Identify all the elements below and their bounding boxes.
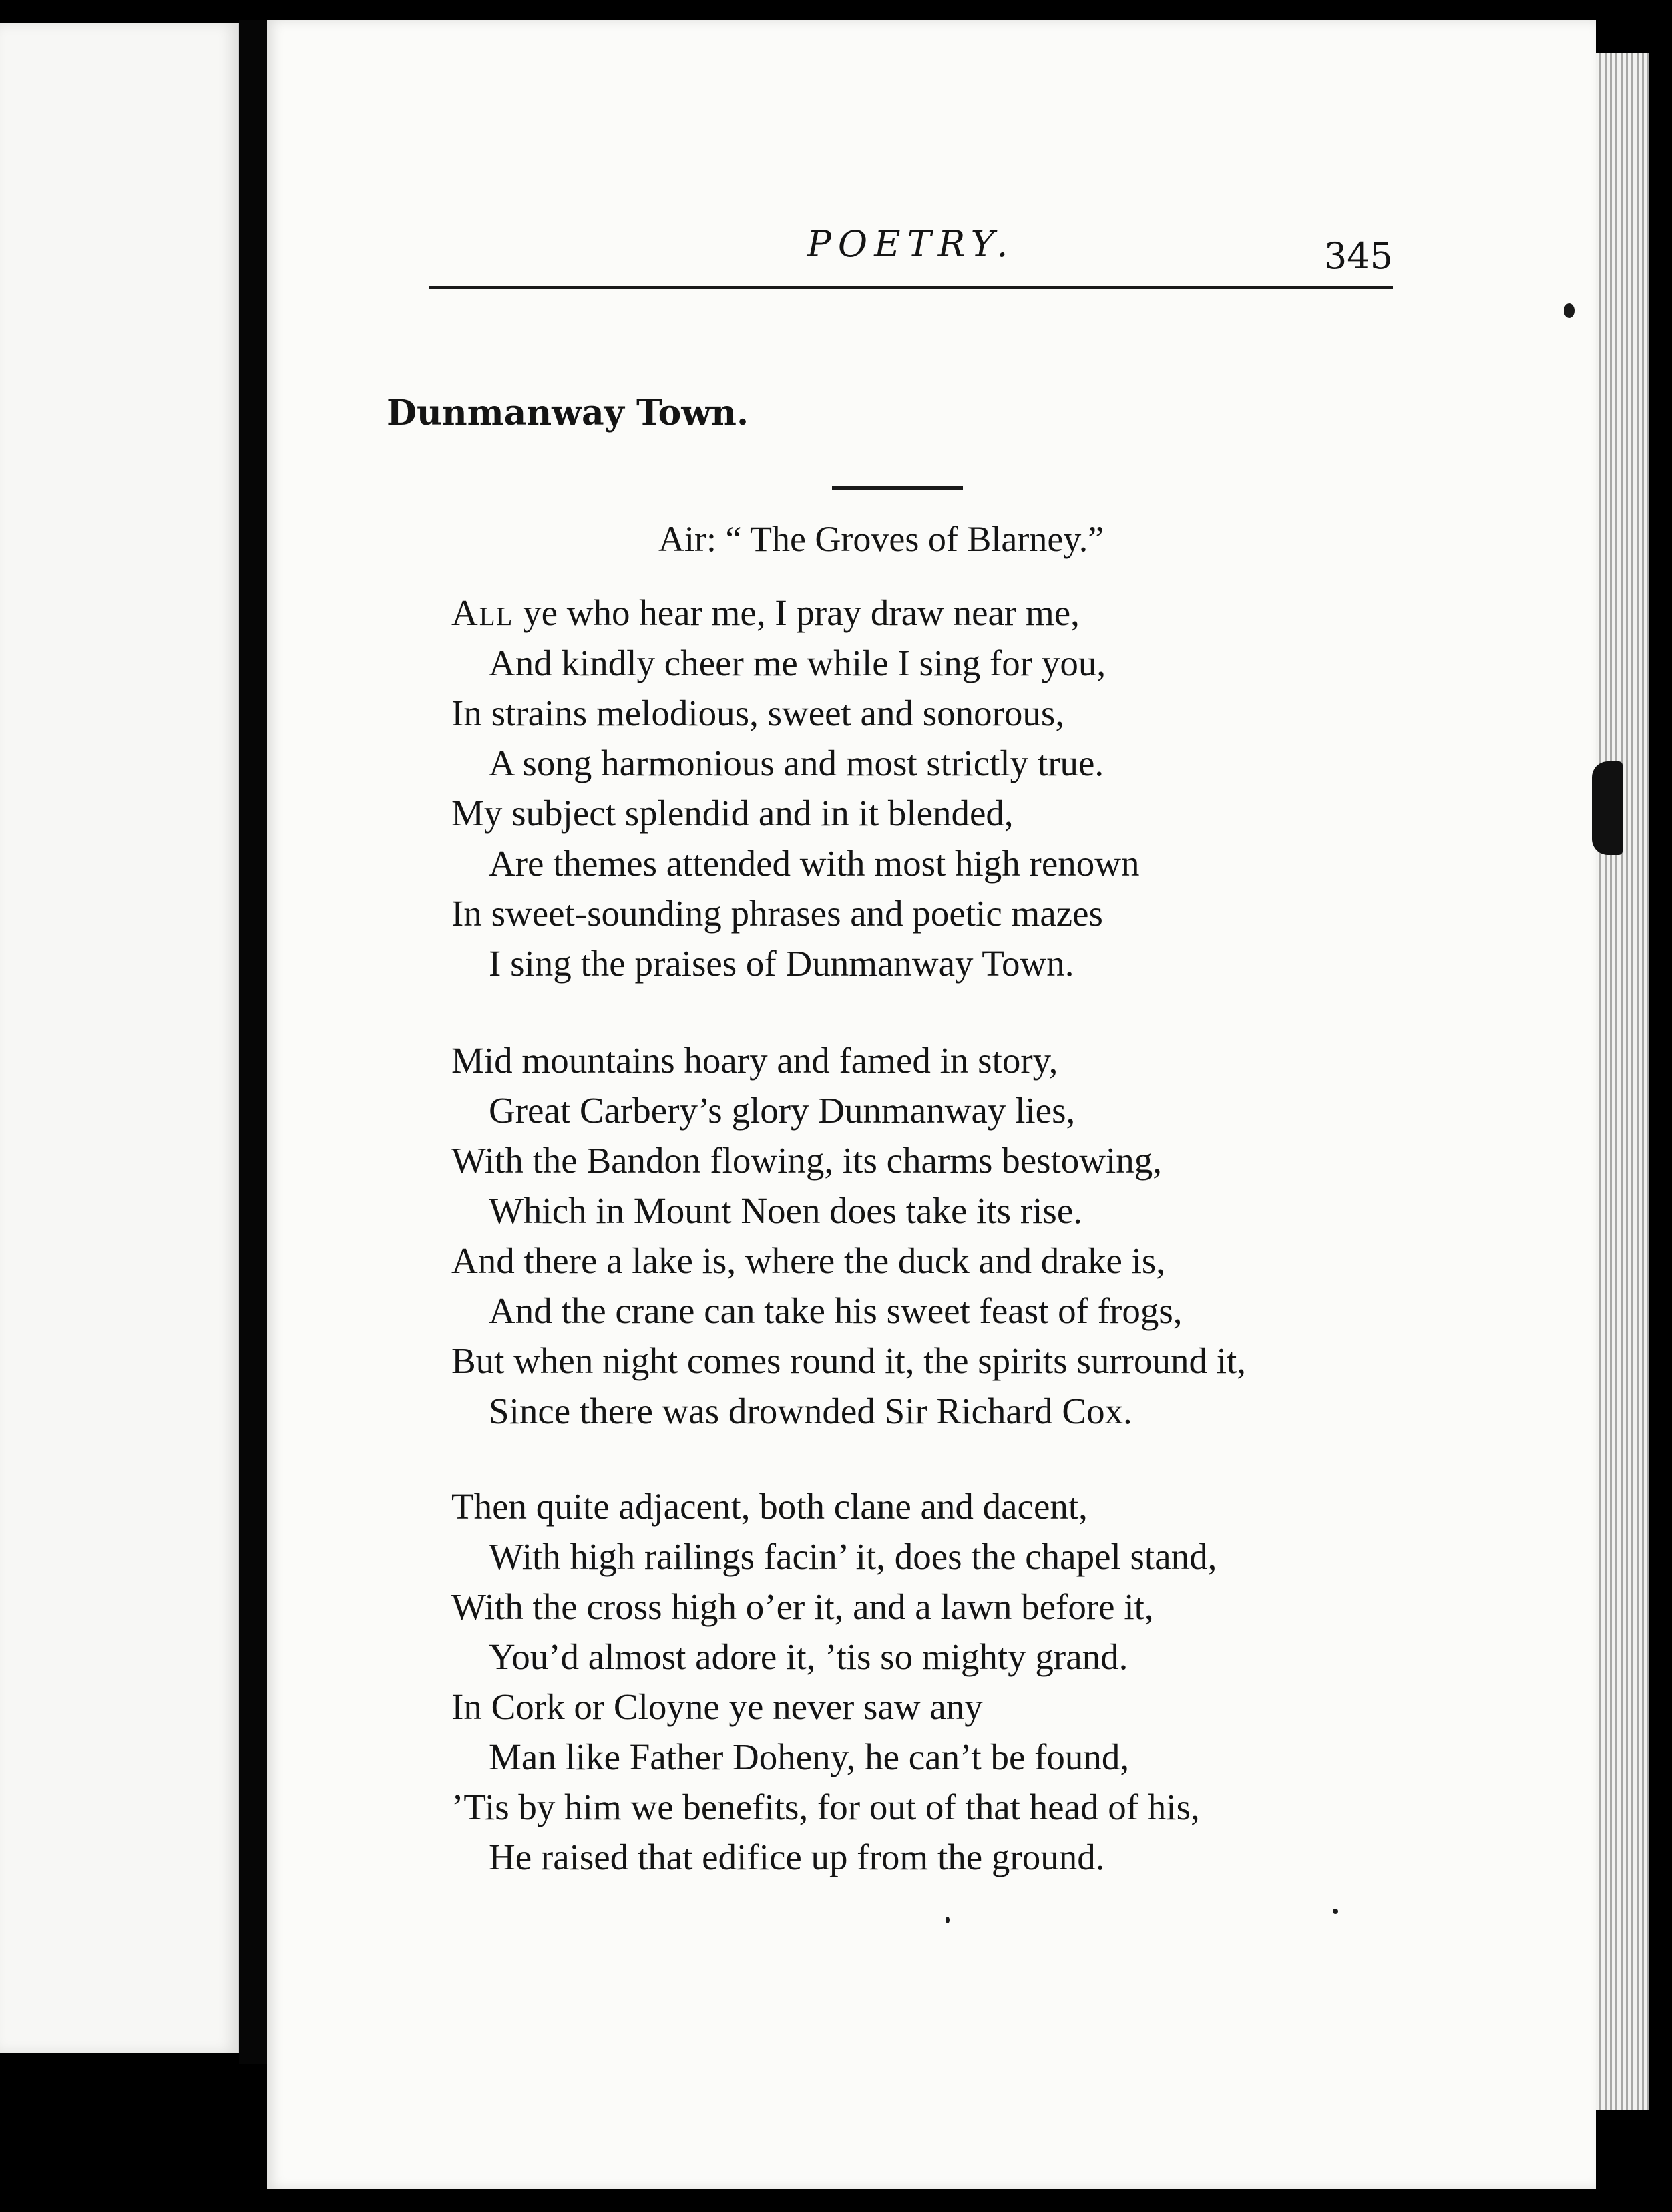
poem-line: Which in Mount Noen does take its rise. (489, 1190, 1082, 1231)
stanza-1 (451, 588, 1360, 988)
page-header (429, 222, 1393, 302)
poem-line (451, 588, 1360, 638)
poem-line: A song harmonious and most strictly true. (489, 743, 1104, 783)
left-page-blank (0, 23, 240, 2053)
line-text: ye who hear me, I pray draw near me, (513, 592, 1080, 633)
page-edge-mark (1592, 761, 1623, 855)
scan-speck (1333, 1909, 1338, 1914)
poem-line: And there a lake is, where the duck and drake is, (451, 1240, 1166, 1281)
poem-line: Man like Father Doheny, he can’t be found, (489, 1736, 1130, 1777)
page-number: 345 (1323, 235, 1393, 277)
stanza-2 (451, 1035, 1360, 1436)
poem-line: He raised that edifice up from the ground. (489, 1837, 1105, 1877)
stanza-3 (451, 1481, 1360, 1882)
poem-line: You’d almost adore it, ’tis so mighty grand. (489, 1636, 1128, 1677)
poem-line: In strains melodious, sweet and sonorous, (451, 693, 1065, 733)
poem-line: But when night comes round it, the spirits surround it, (451, 1340, 1247, 1381)
page-edges (1596, 53, 1649, 2110)
title-rule (832, 486, 963, 490)
scan-speck (1564, 303, 1575, 318)
poem-line: My subject splendid and in it blended, (451, 793, 1014, 834)
poem-line: Are themes attended with most high renown (489, 843, 1140, 884)
poem-line: ’Tis by him we benefits, for out of that head of his, (451, 1787, 1200, 1827)
poem-line: And kindly cheer me while I sing for you, (489, 642, 1106, 683)
book-gutter (239, 20, 267, 2064)
poem-line: With the cross high o’er it, and a lawn before it, (451, 1586, 1154, 1627)
header-rule (429, 286, 1393, 289)
poem-line: In sweet-sounding phrases and poetic mazes (451, 893, 1103, 934)
poem-line: I sing the praises of Dunmanway Town. (489, 943, 1074, 984)
first-word-smallcaps: All (451, 592, 514, 633)
poem-air: Air: “ The Groves of Blarney.” (658, 519, 1104, 559)
running-head: POETRY. (807, 223, 1015, 265)
poem-line: Then quite adjacent, both clane and dacent, (451, 1486, 1088, 1527)
poem-title: Dunmanway Town. (386, 393, 749, 433)
poem-line: With the Bandon flowing, its charms bestowing, (451, 1140, 1163, 1181)
scan-speck (946, 1917, 950, 1923)
poem-line: Great Carbery’s glory Dunmanway lies, (489, 1090, 1076, 1131)
poem-line: Since there was drownded Sir Richard Cox. (489, 1391, 1132, 1431)
poem-line: With high railings facin’ it, does the chapel stand, (489, 1536, 1217, 1577)
poem-line: Mid mountains hoary and famed in story, (451, 1040, 1058, 1081)
poem-line: And the crane can take his sweet feast of frogs, (489, 1290, 1183, 1331)
poem-line: In Cork or Cloyne ye never saw any (451, 1686, 983, 1727)
